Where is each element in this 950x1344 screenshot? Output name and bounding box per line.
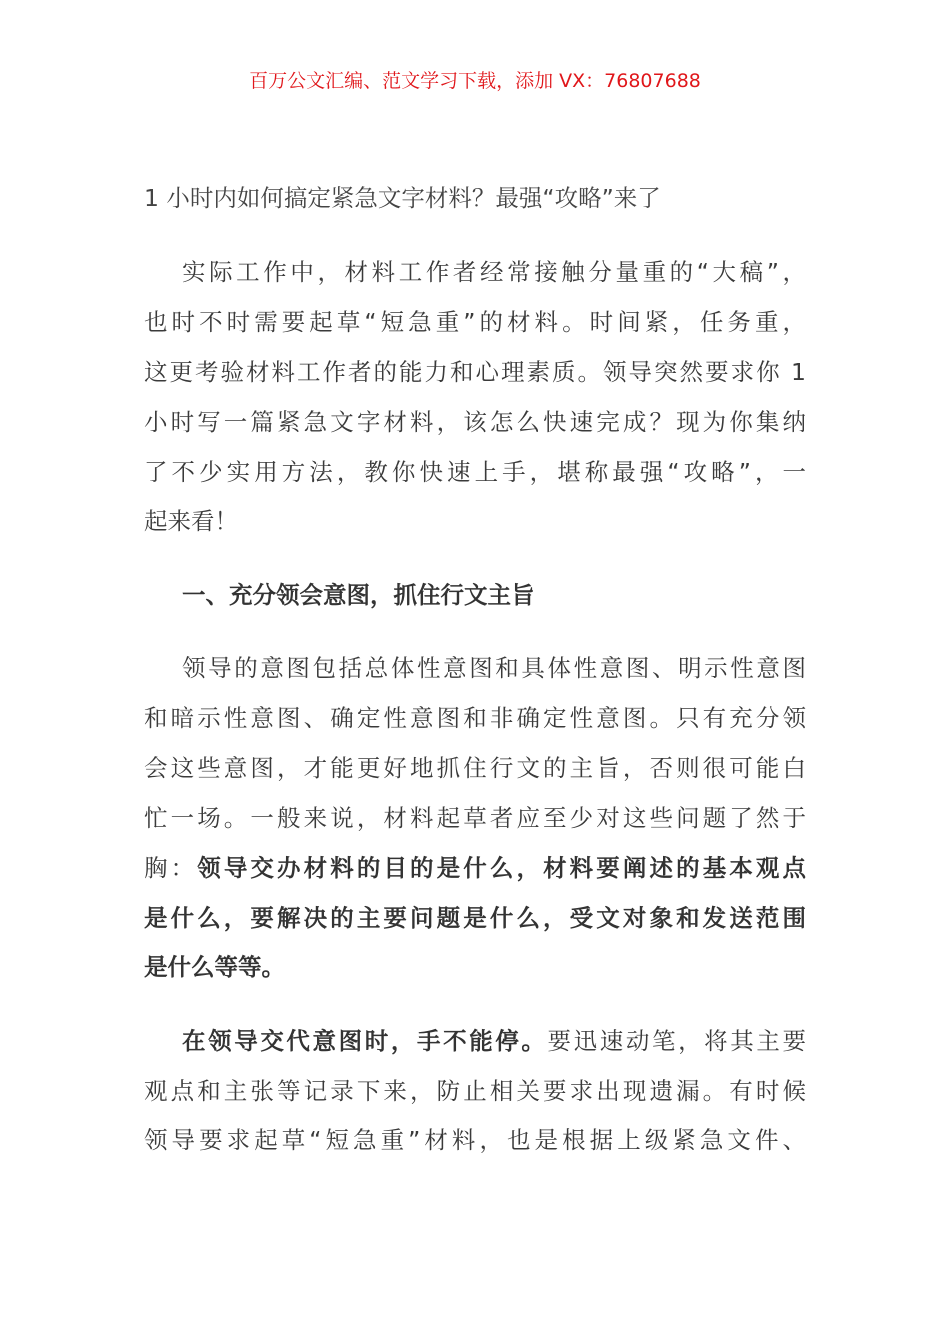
- text-run: 起来看！: [144, 507, 238, 535]
- watermark-header: 百万公文汇编、范文学习下载，添加 VX：76807688: [249, 70, 701, 92]
- text-run: 也时不时需要起草“短急重”的材料。时间紧，任务重，: [144, 308, 806, 336]
- bold-text: 是什么等等。: [144, 953, 285, 981]
- text-run: 忙一场。一般来说，材料起草者应至少对这些问题了然于: [144, 804, 806, 832]
- text-line: [144, 307, 806, 337]
- text-line: [144, 407, 806, 437]
- text-line: [144, 357, 806, 387]
- text-run: 会这些意图，才能更好地抓住行文的主旨，否则很可能白: [144, 754, 806, 782]
- text-line: [182, 653, 806, 683]
- text-line: [144, 853, 806, 883]
- text-run: 小时写一篇紧急文字材料，该怎么快速完成？现为你集纳: [144, 408, 806, 436]
- document-title: [144, 183, 806, 213]
- text-line: [144, 506, 806, 536]
- text-line: [144, 952, 806, 982]
- text-line: [144, 703, 806, 733]
- text-run: 这更考验材料工作者的能力和心理素质。领导突然要求你 1: [144, 358, 806, 386]
- bold-text: 在领导交代意图时，手不能停。: [182, 1027, 548, 1055]
- text-line: [144, 457, 806, 487]
- text-run: 胸：: [144, 854, 198, 882]
- text-run: 领导的意图包括总体性意图和具体性意图、明示性意图: [182, 654, 806, 682]
- text-line: [182, 1026, 806, 1056]
- text-line: [144, 1125, 806, 1155]
- text-line: [144, 903, 806, 933]
- text-run: 领导要求起草“短急重”材料，也是根据上级紧急文件、: [144, 1126, 806, 1154]
- text-line: [182, 257, 806, 287]
- text-run: 和暗示性意图、确定性意图和非确定性意图。只有充分领: [144, 704, 806, 732]
- text-line: [144, 753, 806, 783]
- text-run: 1 小时内如何搞定紧急文字材料？最强“攻略”来了: [144, 184, 661, 212]
- text-run: 要迅速动笔，将其主要: [547, 1027, 807, 1055]
- text-line: [144, 803, 806, 833]
- text-run: 了不少实用方法，教你快速上手，堪称最强“攻略”，一: [144, 458, 806, 486]
- text-run: 实际工作中，材料工作者经常接触分量重的“大稿”，: [182, 258, 806, 286]
- bold-text: 领导交办材料的目的是什么，材料要阐述的基本观点: [197, 854, 807, 882]
- bold-text: 是什么，要解决的主要问题是什么，受文对象和发送范围: [144, 904, 806, 932]
- text-line: [182, 580, 806, 610]
- text-run: 观点和主张等记录下来，防止相关要求出现遗漏。有时候: [144, 1077, 806, 1105]
- text-line: [144, 1076, 806, 1106]
- bold-text: 一、充分领会意图，抓住行文主旨: [182, 581, 535, 609]
